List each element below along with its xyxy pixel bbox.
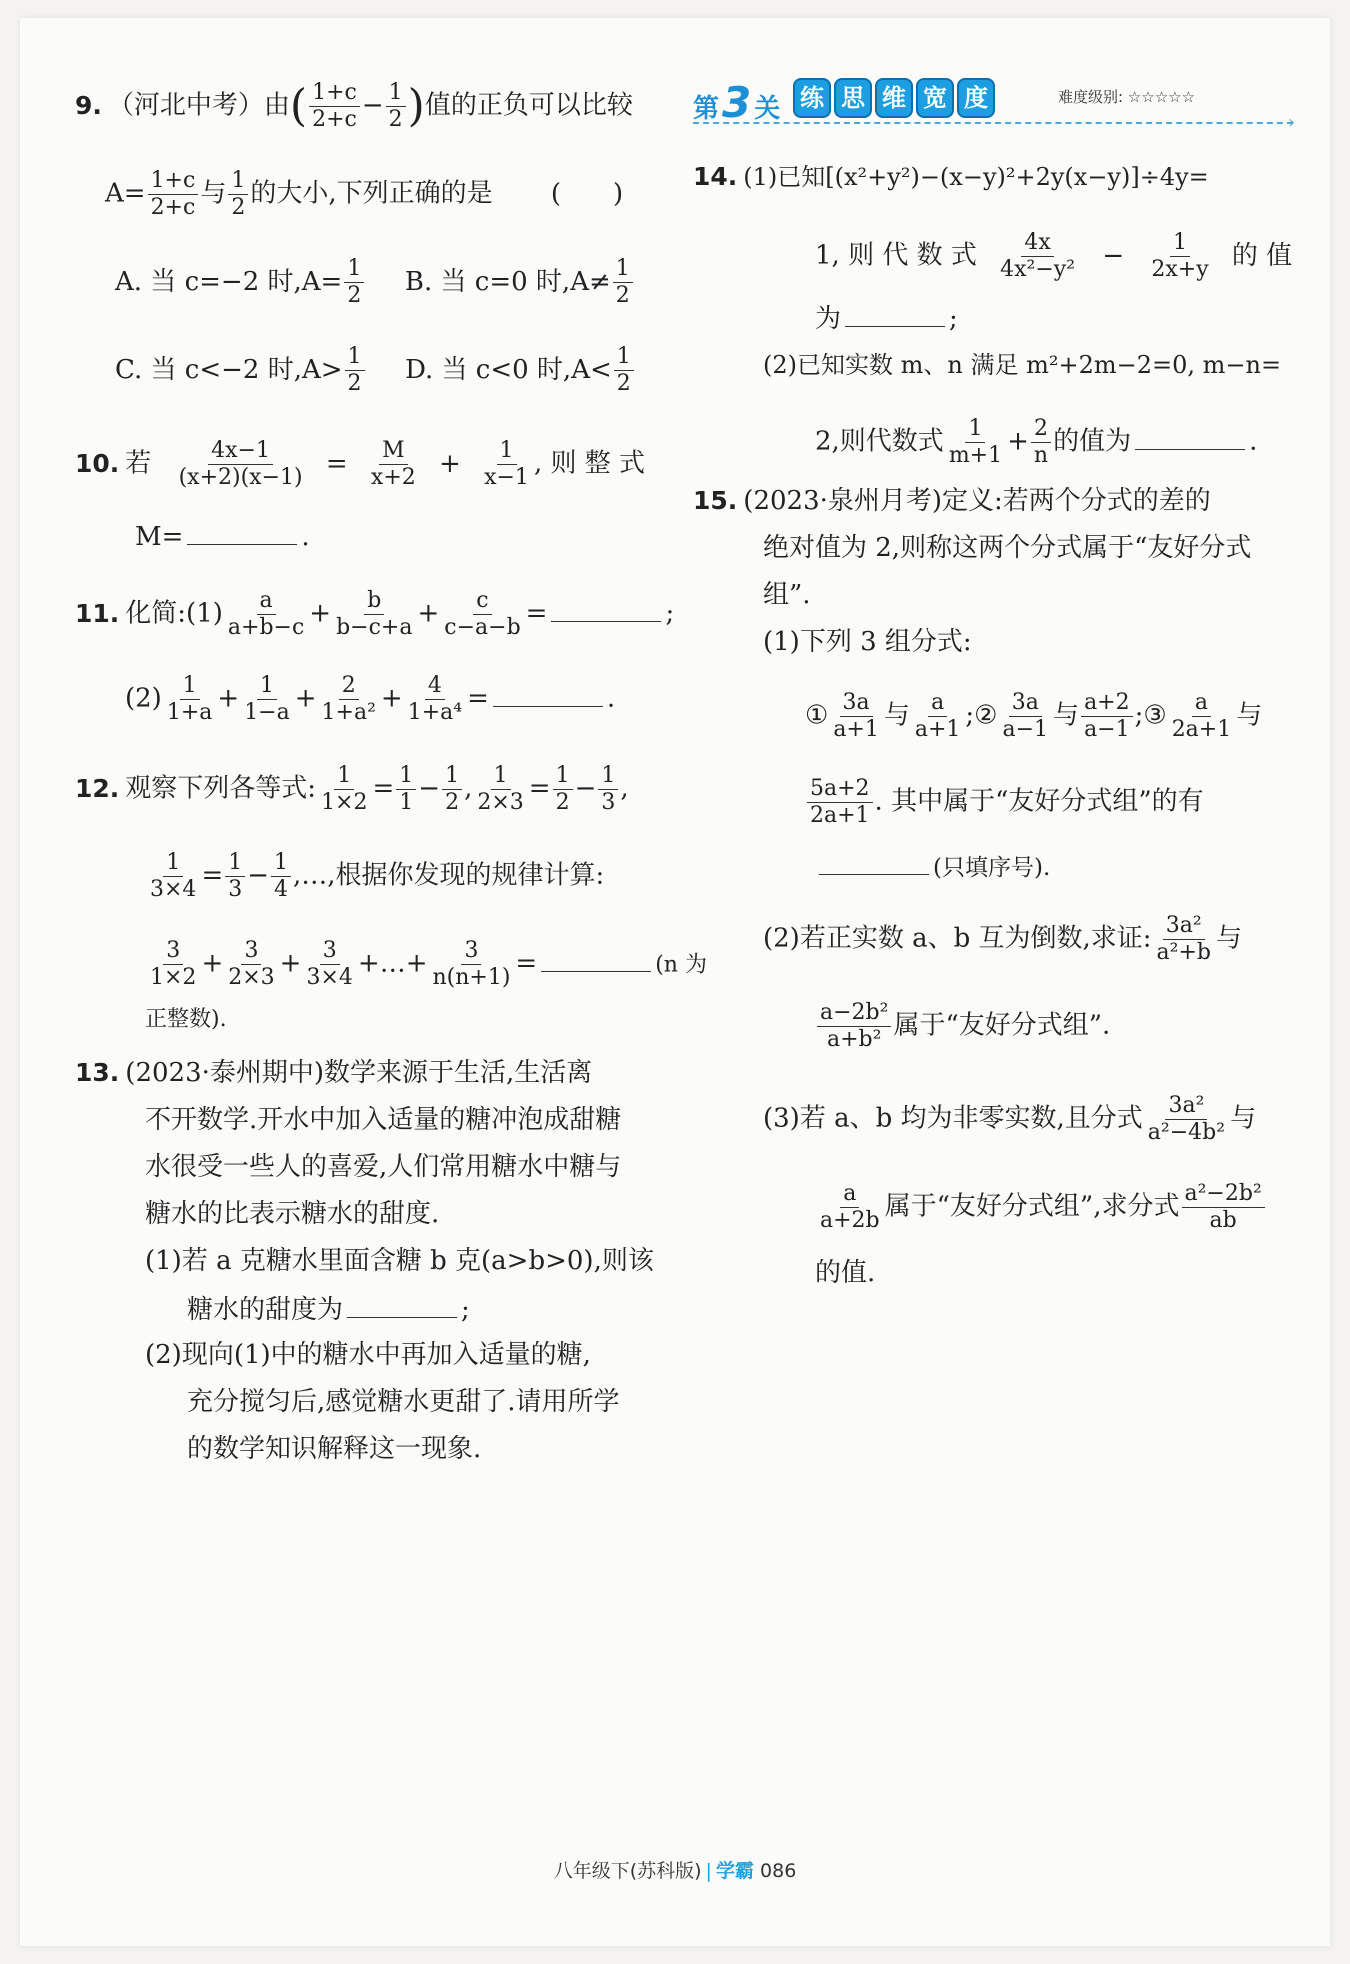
q9-line1: 9. （河北中考）由( $\frac{1+c}{2+c}$ − $\frac{1}{2}$ )值的正负可以比较 bbox=[75, 80, 633, 132]
q15-choices-line: ① $\frac{3a}{a+1}$ 与 $\frac{a}{a+1}$ ;② $\frac{3a}{a-1}$ 与 $\frac{a+2}{a-1}$ ;③ $\frac{a}{2a+1}$ 与 bbox=[805, 690, 1263, 742]
fraction: $\frac{\text{3a²}}{\text{a²−4b²}}$ bbox=[1147, 1093, 1226, 1145]
fraction: $\frac{4}{\text{1+a⁴}}$ bbox=[407, 673, 463, 725]
fraction: $\frac{\text{3a²}}{\text{a²+b}}$ bbox=[1156, 913, 1211, 965]
fraction: $\frac{1}{x-1}$ bbox=[484, 438, 529, 490]
q15-number: 15. bbox=[693, 486, 738, 515]
fraction: $\frac{1}{1\times 2}$ bbox=[321, 763, 368, 815]
answer-blank[interactable] bbox=[187, 518, 297, 545]
fraction: $\frac{1}{1}$ bbox=[396, 763, 416, 816]
q9-number: 9. bbox=[75, 90, 102, 120]
fraction: $\frac{c}{c-a-b}$ bbox=[444, 588, 521, 640]
q11-line1: 11. 化简:(1) $\frac{a}{a+b-c}$ + $\frac{b}{b-c+a}$ + $\frac{c}{c-a-b}$ = ; bbox=[75, 588, 675, 640]
q12-line2: $\frac{1}{3\times 4}$ = $\frac{1}{3}$ − $\frac{1}{4}$ ,…,根据你发现的规律计算: bbox=[145, 850, 604, 903]
q9-line2: A= $\frac{1+c}{2+c}$ 与 $\frac{1}{2}$ 的大小,下列正确的是 ( ) bbox=[105, 168, 624, 220]
section-banner bbox=[693, 76, 1303, 133]
banner-divider bbox=[693, 122, 1293, 124]
fraction: $\frac{a}{a+2b}$ bbox=[820, 1181, 880, 1233]
fraction: $\frac{1}{1-a}$ bbox=[244, 673, 290, 725]
q12-line3: $\frac{3}{1\times 2}$ + $\frac{3}{2\times 3}$ + $\frac{3}{3\times 4}$ +…+ $\frac{3}{n(n+1)}$ = (n 为 bbox=[145, 938, 707, 991]
q14-number: 14. bbox=[693, 162, 738, 191]
section-title: 练 思 维 宽 度 bbox=[793, 78, 995, 116]
fraction: $\frac{1}{2}$ bbox=[345, 344, 365, 397]
fraction: $\frac{a}{a+1}$ bbox=[914, 690, 961, 742]
fraction: $\frac{\text{a²−2b²}}{ab}$ bbox=[1182, 1181, 1265, 1234]
fraction: $\frac{a}{2a+1}$ bbox=[1171, 690, 1232, 742]
fraction: $\frac{1}{2}$ bbox=[553, 763, 573, 816]
q14-line2: 1, 则 代 数 式 $\frac{4x}{\text{4x²−y²}}$ − $\frac{1}{2x+y}$ 的 值 bbox=[815, 230, 1293, 282]
fraction: $\frac{1}{4}$ bbox=[271, 850, 291, 903]
fraction: $\frac{1}{m+1}$ bbox=[948, 416, 1003, 468]
answer-blank[interactable] bbox=[551, 595, 661, 622]
fraction: $\frac{3}{3\times 4}$ bbox=[306, 938, 353, 990]
fraction: $\frac{3}{1\times 2}$ bbox=[150, 938, 197, 990]
fraction: $\frac{2}{\text{1+a²}}$ bbox=[321, 673, 376, 725]
fraction: $\frac{3a}{a-1}$ bbox=[1002, 690, 1049, 742]
fraction: $\frac{1}{2}$ bbox=[614, 344, 634, 397]
q10-line2: M= . bbox=[135, 518, 310, 554]
q11-number: 11. bbox=[75, 598, 120, 628]
q14-line1: 14. (1)已知[(x²+y²)−(x−y)²+2y(x−y)]÷4y= bbox=[693, 162, 1209, 191]
fraction: $\frac{a+2}{a-1}$ bbox=[1081, 690, 1133, 743]
fraction: $\frac{1}{3}$ bbox=[225, 850, 245, 903]
fraction: $\frac{5a+2}{2a+1}$ bbox=[807, 776, 873, 829]
footer-brand: 学霸 bbox=[715, 1860, 754, 1882]
q14-line4: (2)已知实数 m、n 满足 m²+2m−2=0, m−n= bbox=[763, 351, 1282, 379]
fraction: $\frac{1}{2}$ bbox=[228, 168, 248, 221]
fraction: $\frac{1}{3}$ bbox=[598, 763, 618, 816]
q14-line5: 2,则代数式 $\frac{1}{m+1}$ + $\frac{2}{n}$ 的值为 . bbox=[815, 416, 1258, 468]
q10-line1: 10. 若 $\frac{4x-1}{(x+2)(x-1)}$ = $\frac{M}{x+2}$ + $\frac{1}{x-1}$ , 则 整 式 bbox=[75, 438, 645, 490]
difficulty-rating: 难度级别: ☆☆☆☆☆ bbox=[1058, 88, 1196, 106]
option-b[interactable]: B. 当 c=0 时,A≠ $\frac{1}{2}$ bbox=[405, 267, 635, 297]
answer-blank[interactable] bbox=[347, 1291, 457, 1318]
arrow-icon: › bbox=[1288, 112, 1296, 133]
q10-number: 10. bbox=[75, 448, 120, 478]
q15-part3-line1: (3)若 a、b 均为非零实数,且分式 $\frac{\text{3a²}}{\text{a²−4b²}}$ 与 bbox=[763, 1093, 1257, 1145]
page-footer: 八年级下(苏科版) | 学霸 086 bbox=[553, 1860, 797, 1882]
worksheet-page: 9. （河北中考）由( $\frac{1+c}{2+c}$ − $\frac{1}{2}$ )值的正负可以比较 A= $\frac{1+c}{2+c}$ 与 $\frac{1}{2}$ 的大小,下列正确的是 ( ) A. 当 c=−2 时,A= $\frac{1}{2}$ B. 当 c=0 时,A≠ $\frac{1}{2}$ C. 当 c<−2 时,A> $\frac{1}{2}$ D. 当 c<0 时,A< $\frac{1}{2}$ 10. 若 $\frac{4x-1}{(x+2)(x-1)}$ = $\frac{M}{x+2}$ + $\frac{1}{x-1}$ , 则 整 式 M= . 11. 化简:(1) $\frac{a}{a+b-c}$ + $\frac{b}{b-c+a}$ + $\frac{c}{c-a-b}$ = ; (2) $\frac{1}{1+a}$ + $\frac{1}{1-a}$ + $\frac{2}{\text{1+a²}}$ + $\frac{4}{\text{1+a⁴}}$ = . 12. 观察下列各等式: $\frac{1}{1\times 2}$ = $\frac{1}{1}$ − $\frac{1}{2}$ , $\frac{1}{2\times 3}$ = $\frac{1}{2}$ − $\frac{1}{3}$ , $\frac{1}{3\times 4}$ = $\frac{1}{3}$ − $\frac{1}{4}$ ,…,根据你发现的规律计算: $\frac{3}{1\times 2}$ + $\frac{3}{2\times 3}$ + $\frac{3}{3\times 4}$ +…+ $\frac{3}{n(n+1)}$ = (n 为 正整数). 13. (2023·泰州期中)数学来源于生活,生活离 不开数学.开水中加入适量的糖冲泡成甜糖 水很受一些人的喜爱,人们常用糖水中糖与 糖水的比表示糖水的甜度. (1)若 a 克糖水里面含糖 b 克(a>b>0),则该 糖水的甜度为 ; (2)现向(1)中的糖水中再加入适量的糖, 充分搅匀后,感觉糖水更甜了.请用所学 的数学知识解释这一现象. 第3 关 练 思 维 宽 度 难度级别: ☆☆☆☆☆ › 14. (1)已知[(x²+y²)−(x−y)²+2y(x−y)]÷4y= 1, 则 代 数 式 $\frac{4x}{\text{4x²−y²}}$ − $\frac{1}{2x+y}$ 的 值 为 ; (2)已知实数 m、n 满足 m²+2m−2=0, m−n= 2,则代数式 $\frac{1}{m+1}$ + $\frac{2}{n}$ 的值为 . 15. (2023·泉州月考)定义:若两个分式的差的 绝对值为 2,则称这两个分式属于“友好分式 组”. (1)下列 3 组分式: ① $\frac{3a}{a+1}$ 与 $\frac{a}{a+1}$ ;② $\frac{3a}{a-1}$ 与 $\frac{a+2}{a-1}$ ;③ $\frac{a}{2a+1}$ 与 $\frac{5a+2}{2a+1}$ . 其中属于“友好分式组”的有 (只填序号). (2)若正实数 a、b 互为倒数,求证: $\frac{\text{3a²}}{\text{a²+b}}$ 与 $\frac{\text{a−2b²}}{\text{a+b²}}$ 属于“友好分式组”. (3)若 a、b 均为非零实数,且分式 $\frac{\text{3a²}}{\text{a²−4b²}}$ 与 $\frac{a}{a+2b}$ 属于“友好分式组”,求分式 $\frac{\text{a²−2b²}}{ab}$ 的值. 八年级下(苏科版) | 学霸 086 bbox=[20, 18, 1330, 1946]
q15-part2-line2: $\frac{\text{a−2b²}}{\text{a+b²}}$ 属于“友好分式组”. bbox=[815, 1000, 1110, 1053]
option-a[interactable]: A. 当 c=−2 时,A= $\frac{1}{2}$ bbox=[115, 267, 366, 297]
q14-line3: 为 ; bbox=[815, 300, 958, 336]
fraction: $\frac{1+c}{2+c}$ bbox=[309, 80, 360, 133]
answer-parentheses[interactable]: ( ) bbox=[550, 178, 624, 209]
q15-part3-line2: $\frac{a}{a+2b}$ 属于“友好分式组”,求分式 $\frac{\text{a²−2b²}}{ab}$ bbox=[815, 1181, 1267, 1234]
q12-line4: 正整数). bbox=[145, 1007, 227, 1032]
fraction: $\frac{b}{b-c+a}$ bbox=[336, 588, 413, 640]
fraction: $\frac{1+c}{2+c}$ bbox=[148, 168, 199, 221]
q13-part1-line2: 糖水的甜度为 ; bbox=[187, 1291, 470, 1327]
fraction: $\frac{1}{1+a}$ bbox=[166, 673, 213, 725]
q12-line1: 12. 观察下列各等式: $\frac{1}{1\times 2}$ = $\frac{1}{1}$ − $\frac{1}{2}$ , $\frac{1}{2\times 3}$ = $\frac{1}{2}$ − $\frac{1}{3}$ , bbox=[75, 763, 629, 815]
q11-line2: (2) $\frac{1}{1+a}$ + $\frac{1}{1-a}$ + $\frac{2}{\text{1+a²}}$ + $\frac{4}{\text{1+a⁴}}$ = . bbox=[125, 673, 616, 725]
answer-blank[interactable] bbox=[845, 300, 945, 327]
q15-line1: 15. (2023·泉州月考)定义:若两个分式的差的 bbox=[693, 486, 1211, 516]
option-c[interactable]: C. 当 c<−2 时,A> $\frac{1}{2}$ bbox=[115, 355, 367, 385]
fraction: $\frac{M}{x+2}$ bbox=[370, 438, 416, 490]
answer-blank[interactable] bbox=[1135, 423, 1245, 450]
footer-grade: 八年级下(苏科版) bbox=[553, 1860, 702, 1882]
q12-number: 12. bbox=[75, 773, 120, 803]
fraction: $\frac{3}{n(n+1)}$ bbox=[432, 938, 511, 990]
fraction: $\frac{1}{2}$ bbox=[386, 80, 406, 133]
fraction: $\frac{4x-1}{(x+2)(x-1)}$ bbox=[178, 438, 303, 490]
q15-choices-line2: $\frac{5a+2}{2a+1}$ . 其中属于“友好分式组”的有 bbox=[805, 776, 1204, 829]
page-number: 086 bbox=[760, 1860, 797, 1882]
q9-options-ab bbox=[115, 256, 635, 309]
fraction: $\frac{1}{2}$ bbox=[344, 256, 364, 309]
answer-blank[interactable] bbox=[493, 680, 603, 707]
fraction: $\frac{1}{2}$ bbox=[442, 763, 462, 816]
fraction: $\frac{1}{3\times 4}$ bbox=[150, 850, 197, 902]
fraction: $\frac{1}{2\times 3}$ bbox=[477, 763, 524, 815]
fraction: $\frac{\text{a−2b²}}{\text{a+b²}}$ bbox=[817, 1000, 891, 1053]
answer-blank[interactable] bbox=[819, 848, 929, 875]
fraction: $\frac{1}{2}$ bbox=[613, 256, 633, 309]
level-label: 第3 关 bbox=[693, 78, 781, 127]
q9-options-cd bbox=[115, 344, 636, 397]
fraction: $\frac{3}{2\times 3}$ bbox=[228, 938, 275, 990]
fraction: $\frac{4x}{\text{4x²−y²}}$ bbox=[1000, 230, 1076, 282]
option-d[interactable]: D. 当 c<0 时,A< $\frac{1}{2}$ bbox=[405, 355, 636, 385]
q13-number: 13. bbox=[75, 1058, 120, 1087]
q15-fill-line: (只填序号). bbox=[815, 848, 1050, 885]
fraction: $\frac{1}{2x+y}$ bbox=[1151, 230, 1209, 282]
fraction: $\frac{a}{a+b-c}$ bbox=[227, 588, 305, 640]
fraction: $\frac{2}{n}$ bbox=[1031, 416, 1051, 469]
answer-blank[interactable] bbox=[541, 945, 651, 972]
fraction: $\frac{3a}{a+1}$ bbox=[833, 690, 879, 742]
q13-line1: 13. (2023·泰州期中)数学来源于生活,生活离 bbox=[75, 1058, 593, 1088]
q15-part2-line1: (2)若正实数 a、b 互为倒数,求证: $\frac{\text{3a²}}{\text{a²+b}}$ 与 bbox=[763, 913, 1242, 965]
